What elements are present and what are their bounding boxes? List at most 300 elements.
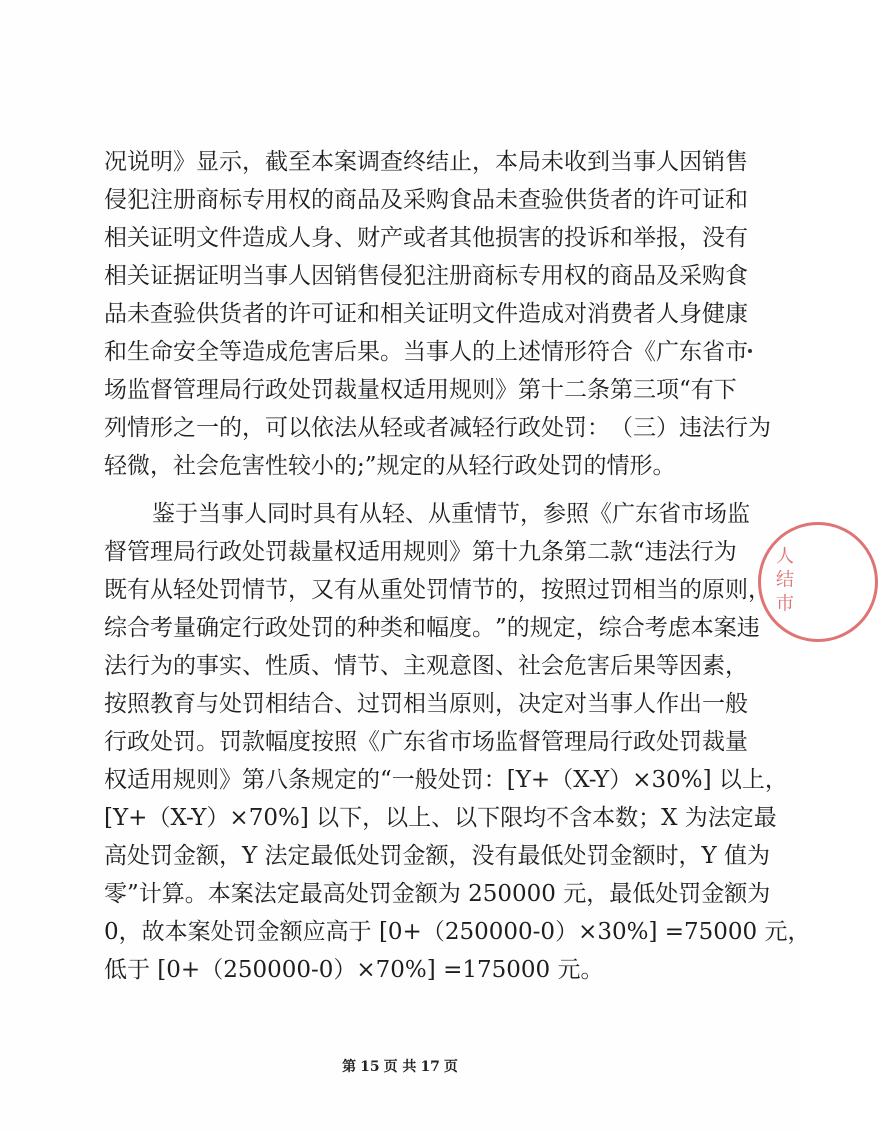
glyph: 条 (587, 377, 610, 403)
glyph: 的 (265, 301, 288, 327)
glyph: 理 (564, 729, 587, 755)
glyph: 品 (472, 187, 495, 213)
glyph: 法 (707, 805, 731, 831)
glyph: 未 (127, 301, 150, 327)
glyph: 照 (127, 691, 150, 717)
glyph: 害 (311, 339, 334, 365)
glyph: 权 (288, 187, 311, 213)
glyph: 当 (403, 339, 426, 365)
glyph: X (661, 805, 685, 831)
glyph: 督 (518, 729, 541, 755)
glyph: 犯 (127, 187, 150, 213)
glyph: 情 (449, 577, 472, 603)
glyph: 罚 (679, 729, 702, 755)
glyph: 二 (587, 539, 610, 565)
glyph: 最 (299, 881, 323, 907)
glyph: 规 (449, 377, 472, 403)
seal-text: 人 结 巿 (773, 546, 794, 612)
glyph: 金 (701, 881, 725, 907)
line-text (104, 371, 737, 409)
glyph: 均 (523, 805, 547, 831)
glyph: 情 (127, 415, 150, 441)
glyph: 罚 (311, 377, 334, 403)
footer-middle: 页 共 (383, 1059, 417, 1075)
glyph: 商 (472, 263, 495, 289)
glyph: 既 (104, 577, 127, 603)
glyph: ） (656, 415, 679, 441)
glyph: 理 (150, 539, 173, 565)
glyph: 人 (288, 225, 311, 251)
glyph: 述 (518, 339, 541, 365)
glyph: 处 (127, 843, 150, 869)
glyph: 、 (242, 653, 265, 679)
glyph: 果 (357, 339, 380, 365)
glyph: 计 (138, 881, 162, 907)
glyph: 合 (311, 691, 334, 717)
glyph: 注 (426, 263, 449, 289)
glyph: ） (206, 805, 230, 831)
glyph: 东 (635, 501, 658, 527)
glyph: 量 (311, 539, 334, 565)
glyph: 处 (563, 843, 587, 869)
body-line (104, 571, 771, 609)
glyph: 本 (311, 149, 334, 175)
glyph: 广 (612, 501, 635, 527)
glyph: [Y+ (104, 805, 148, 831)
glyph: 及 (656, 263, 679, 289)
glyph: 罚 (242, 691, 265, 717)
glyph: 九 (518, 539, 541, 565)
glyph: 的 (219, 415, 242, 441)
glyph: 有 (127, 577, 150, 603)
glyph: 十 (541, 377, 564, 403)
footer-page-number: 15 (360, 1059, 380, 1075)
glyph: 30%] =75000 (597, 919, 765, 945)
glyph: 采 (403, 187, 426, 213)
glyph: 用 (380, 539, 403, 565)
glyph: 下 (477, 805, 501, 831)
glyph: 品 (633, 263, 656, 289)
glyph: 适 (127, 767, 150, 793)
glyph: 》 (219, 767, 242, 793)
glyph: 含 (569, 805, 593, 831)
glyph: 销 (334, 263, 357, 289)
glyph: 幅 (265, 729, 288, 755)
body-line (104, 181, 748, 219)
glyph: 的 (541, 225, 564, 251)
body-line (104, 951, 603, 989)
glyph: 行 (242, 615, 265, 641)
line-text (152, 495, 750, 533)
glyph: 类 (380, 615, 403, 641)
glyph: 的 (311, 187, 334, 213)
glyph: 监 (495, 729, 518, 755)
glyph: ； (638, 805, 662, 831)
glyph: 三 (633, 415, 656, 441)
glyph: 第 (564, 539, 587, 565)
glyph: 用 (150, 767, 173, 793)
glyph: 列 (104, 415, 127, 441)
glyph: 轻 (472, 415, 495, 441)
glyph: 相 (403, 691, 426, 717)
glyph: 侵 (104, 187, 127, 213)
glyph: 广 (380, 729, 403, 755)
glyph: 册 (173, 187, 196, 213)
glyph: 罚 (219, 577, 242, 603)
glyph: 节 (357, 653, 380, 679)
glyph: 处 (288, 377, 311, 403)
glyph: 一 (702, 691, 725, 717)
glyph: 款 (610, 539, 633, 565)
glyph: 合 (610, 339, 633, 365)
glyph: 金 (609, 843, 633, 869)
glyph: 定 (334, 767, 357, 793)
glyph: 情 (541, 339, 564, 365)
line-text (104, 257, 748, 295)
glyph: 没 (471, 843, 495, 869)
glyph: [0+ (371, 919, 422, 945)
glyph: 成 (541, 301, 564, 327)
body-line (104, 533, 737, 571)
glyph: （ (610, 415, 633, 441)
glyph: 综 (598, 615, 622, 641)
glyph: 者 (426, 225, 449, 251)
glyph: 案 (230, 881, 254, 907)
glyph: 罚 (150, 843, 173, 869)
glyph: ， (725, 653, 748, 679)
glyph: 以 (454, 805, 478, 831)
glyph: 售 (357, 263, 380, 289)
body-line (104, 333, 748, 371)
glyph: 按 (541, 577, 564, 603)
glyph: 政 (518, 415, 541, 441)
glyph: 当 (426, 691, 449, 717)
glyph: 管 (173, 377, 196, 403)
glyph: 、 (311, 653, 334, 679)
glyph: 于 (348, 919, 372, 945)
glyph: 品 (357, 187, 380, 213)
glyph: 相 (633, 577, 656, 603)
glyph: 低 (540, 843, 564, 869)
glyph: 局 (518, 149, 541, 175)
glyph: 第 (518, 377, 541, 403)
glyph: 考 (644, 615, 668, 641)
glyph: 者 (242, 301, 265, 327)
glyph: 则 (472, 377, 495, 403)
glyph: 。 (472, 615, 495, 641)
glyph: ， (495, 691, 518, 717)
glyph: 零 (104, 881, 127, 907)
glyph: 则 (426, 539, 449, 565)
glyph: 质 (288, 653, 311, 679)
glyph: 二 (564, 377, 587, 403)
glyph: 会 (541, 653, 564, 679)
glyph: 上 (741, 767, 765, 793)
glyph: 人 (656, 301, 679, 327)
glyph: 定 (552, 615, 576, 641)
glyph: 育 (173, 691, 196, 717)
glyph: 鉴 (152, 501, 175, 527)
glyph: 情 (474, 501, 497, 527)
glyph: 等 (219, 339, 242, 365)
glyph: 定 (287, 843, 311, 869)
glyph: 行 (104, 729, 127, 755)
glyph: 结 (426, 149, 449, 175)
line-text (104, 295, 748, 333)
glyph: 罚 (173, 729, 196, 755)
glyph: 案 (187, 919, 211, 945)
glyph: 限 (500, 805, 524, 831)
glyph: 和 (725, 187, 748, 213)
glyph: 和 (403, 615, 426, 641)
glyph: 、 (334, 691, 357, 717)
glyph: 金 (256, 919, 280, 945)
glyph: 消 (587, 301, 610, 327)
glyph: 条 (288, 767, 311, 793)
glyph: 健 (702, 301, 725, 327)
glyph: 节 (265, 577, 288, 603)
glyph: 为 (748, 415, 771, 441)
glyph: 八 (265, 767, 288, 793)
glyph: 定 (541, 691, 564, 717)
glyph: 按 (104, 691, 127, 717)
glyph: ， (787, 919, 811, 945)
glyph: 相 (104, 263, 127, 289)
glyph: 种 (357, 615, 380, 641)
glyph: 意 (449, 653, 472, 679)
glyph: 害 (587, 653, 610, 679)
glyph: 第 (610, 377, 633, 403)
glyph: 案 (713, 615, 737, 641)
glyph: 货 (219, 301, 242, 327)
glyph: 报 (656, 225, 679, 251)
glyph: 本 (164, 919, 188, 945)
glyph: 东 (403, 729, 426, 755)
glyph: 关 (127, 263, 150, 289)
glyph: 处 (288, 615, 311, 641)
glyph: 主 (403, 653, 426, 679)
body-line (104, 409, 771, 447)
glyph: 罚 (265, 539, 288, 565)
glyph: 最 (517, 843, 541, 869)
glyph: 以 (718, 767, 742, 793)
glyph: 出 (679, 691, 702, 717)
glyph: 最 (753, 805, 777, 831)
glyph: 度 (288, 729, 311, 755)
line-text (104, 685, 748, 723)
glyph: 用 (265, 187, 288, 213)
glyph: 值 (724, 843, 747, 869)
glyph: 危 (288, 339, 311, 365)
glyph: 食 (449, 187, 472, 213)
glyph: 处 (656, 729, 679, 755)
glyph: 人 (656, 149, 679, 175)
body-line (104, 685, 748, 723)
glyph: 法 (702, 415, 725, 441)
glyph: 款 (242, 729, 265, 755)
glyph: 与 (196, 691, 219, 717)
glyph: 人 (244, 501, 267, 527)
glyph: 罚 (219, 729, 242, 755)
glyph: 裁 (288, 539, 311, 565)
glyph: Y (242, 843, 265, 869)
line-text (104, 409, 771, 447)
glyph: 从 (359, 501, 382, 527)
glyph: 决 (518, 691, 541, 717)
glyph: 额 (414, 881, 438, 907)
glyph: 举 (633, 225, 656, 251)
glyph: × (632, 767, 652, 793)
glyph: 处 (345, 881, 369, 907)
glyph: 般 (414, 767, 438, 793)
glyph: 照 (566, 501, 589, 527)
glyph: 查 (518, 187, 541, 213)
glyph: 广 (656, 339, 679, 365)
glyph: 第 (472, 539, 495, 565)
line-text (104, 799, 777, 837)
glyph: 省 (658, 501, 681, 527)
glyph: 则 (725, 577, 748, 603)
glyph: 不 (546, 805, 570, 831)
glyph: 又 (311, 577, 334, 603)
glyph: 等 (656, 653, 679, 679)
glyph: 元 (563, 881, 587, 907)
glyph: 权 (564, 263, 587, 289)
glyph: 及 (380, 187, 403, 213)
glyph: 情 (334, 653, 357, 679)
glyph: 费 (610, 301, 633, 327)
glyph: 当 (656, 577, 679, 603)
glyph: 《 (633, 339, 656, 365)
glyph: 害 (518, 225, 541, 251)
line-text (104, 837, 770, 875)
glyph: 考 (150, 615, 173, 641)
glyph: 确 (196, 615, 219, 641)
glyph: 罚 (678, 881, 702, 907)
glyph: 于 (175, 501, 198, 527)
body-line (104, 371, 737, 409)
glyph: 高 (325, 919, 349, 945)
glyph: 本 (495, 149, 518, 175)
glyph: 、 (495, 653, 518, 679)
glyph: 结 (288, 691, 311, 717)
glyph: 场 (472, 729, 495, 755)
glyph: 监 (727, 501, 750, 527)
glyph: 件 (219, 225, 242, 251)
glyph: 规 (311, 767, 334, 793)
line-text (104, 533, 737, 571)
glyph: 》 (449, 539, 472, 565)
glyph: 省 (702, 339, 725, 365)
glyph: 70%] (248, 805, 317, 831)
glyph: 成 (265, 225, 288, 251)
glyph: 当 (587, 691, 610, 717)
glyph: 规 (173, 767, 196, 793)
glyph: 行 (196, 539, 219, 565)
glyph: 额 (425, 843, 449, 869)
glyph: ） (555, 919, 579, 945)
body-line (104, 875, 771, 913)
glyph: 以 (385, 805, 409, 831)
glyph: 查 (380, 149, 403, 175)
glyph: 明 (219, 263, 242, 289)
glyph: 幅 (426, 615, 449, 641)
glyph: 节 (497, 501, 520, 527)
glyph: 额 (632, 843, 656, 869)
body-line (104, 257, 748, 295)
glyph: 相 (380, 301, 403, 327)
page-footer (0, 1056, 800, 1076)
glyph: 事 (265, 263, 288, 289)
glyph: 以 (316, 805, 340, 831)
glyph: 罚 (368, 881, 392, 907)
glyph: 罚 (426, 577, 449, 603)
glyph: 处 (541, 415, 564, 441)
glyph: 对 (564, 691, 587, 717)
glyph: 可 (679, 187, 702, 213)
glyph: 的 (472, 339, 495, 365)
glyph: 注 (150, 187, 173, 213)
glyph: 为 (684, 805, 708, 831)
glyph: 后 (610, 653, 633, 679)
glyph: 和 (104, 339, 127, 365)
glyph: 管 (541, 729, 564, 755)
glyph: 罚 (460, 767, 484, 793)
glyph: 危 (564, 653, 587, 679)
glyph: 上 (495, 339, 518, 365)
glyph: 文 (196, 225, 219, 251)
glyph: 造 (242, 339, 265, 365)
glyph: ， (242, 415, 265, 441)
footer-total-pages: 17 (420, 1059, 440, 1075)
glyph: 因 (679, 149, 702, 175)
glyph: 身 (311, 225, 334, 251)
glyph: 适 (403, 377, 426, 403)
glyph: 政 (265, 377, 288, 403)
glyph: 有 (690, 377, 714, 403)
glyph: 说 (127, 149, 150, 175)
glyph: 数 (615, 805, 639, 831)
glyph: 因 (679, 653, 702, 679)
line-text (104, 143, 748, 181)
glyph: 之 (173, 415, 196, 441)
glyph: 处 (219, 691, 242, 717)
glyph: 综 (104, 615, 127, 641)
glyph: 则 (196, 767, 219, 793)
glyph: 上 (408, 805, 432, 831)
glyph: 未 (495, 187, 518, 213)
glyph: 违 (736, 615, 760, 641)
glyph: 》 (173, 149, 196, 175)
glyph: 算 (161, 881, 185, 907)
glyph: 当 (610, 149, 633, 175)
glyph: 额 (196, 843, 219, 869)
glyph: ： (483, 767, 507, 793)
glyph: 专 (518, 263, 541, 289)
glyph: “ (633, 539, 645, 565)
body-line (104, 647, 748, 685)
glyph: 轻 (173, 577, 196, 603)
glyph: 因 (311, 263, 334, 289)
body-line (104, 295, 748, 333)
glyph: 。 (380, 339, 403, 365)
glyph: 的 (173, 653, 196, 679)
glyph: 故 (141, 919, 165, 945)
glyph: 政 (265, 615, 288, 641)
glyph: 重 (380, 577, 403, 603)
glyph: 用 (426, 377, 449, 403)
glyph: ， (518, 577, 541, 603)
